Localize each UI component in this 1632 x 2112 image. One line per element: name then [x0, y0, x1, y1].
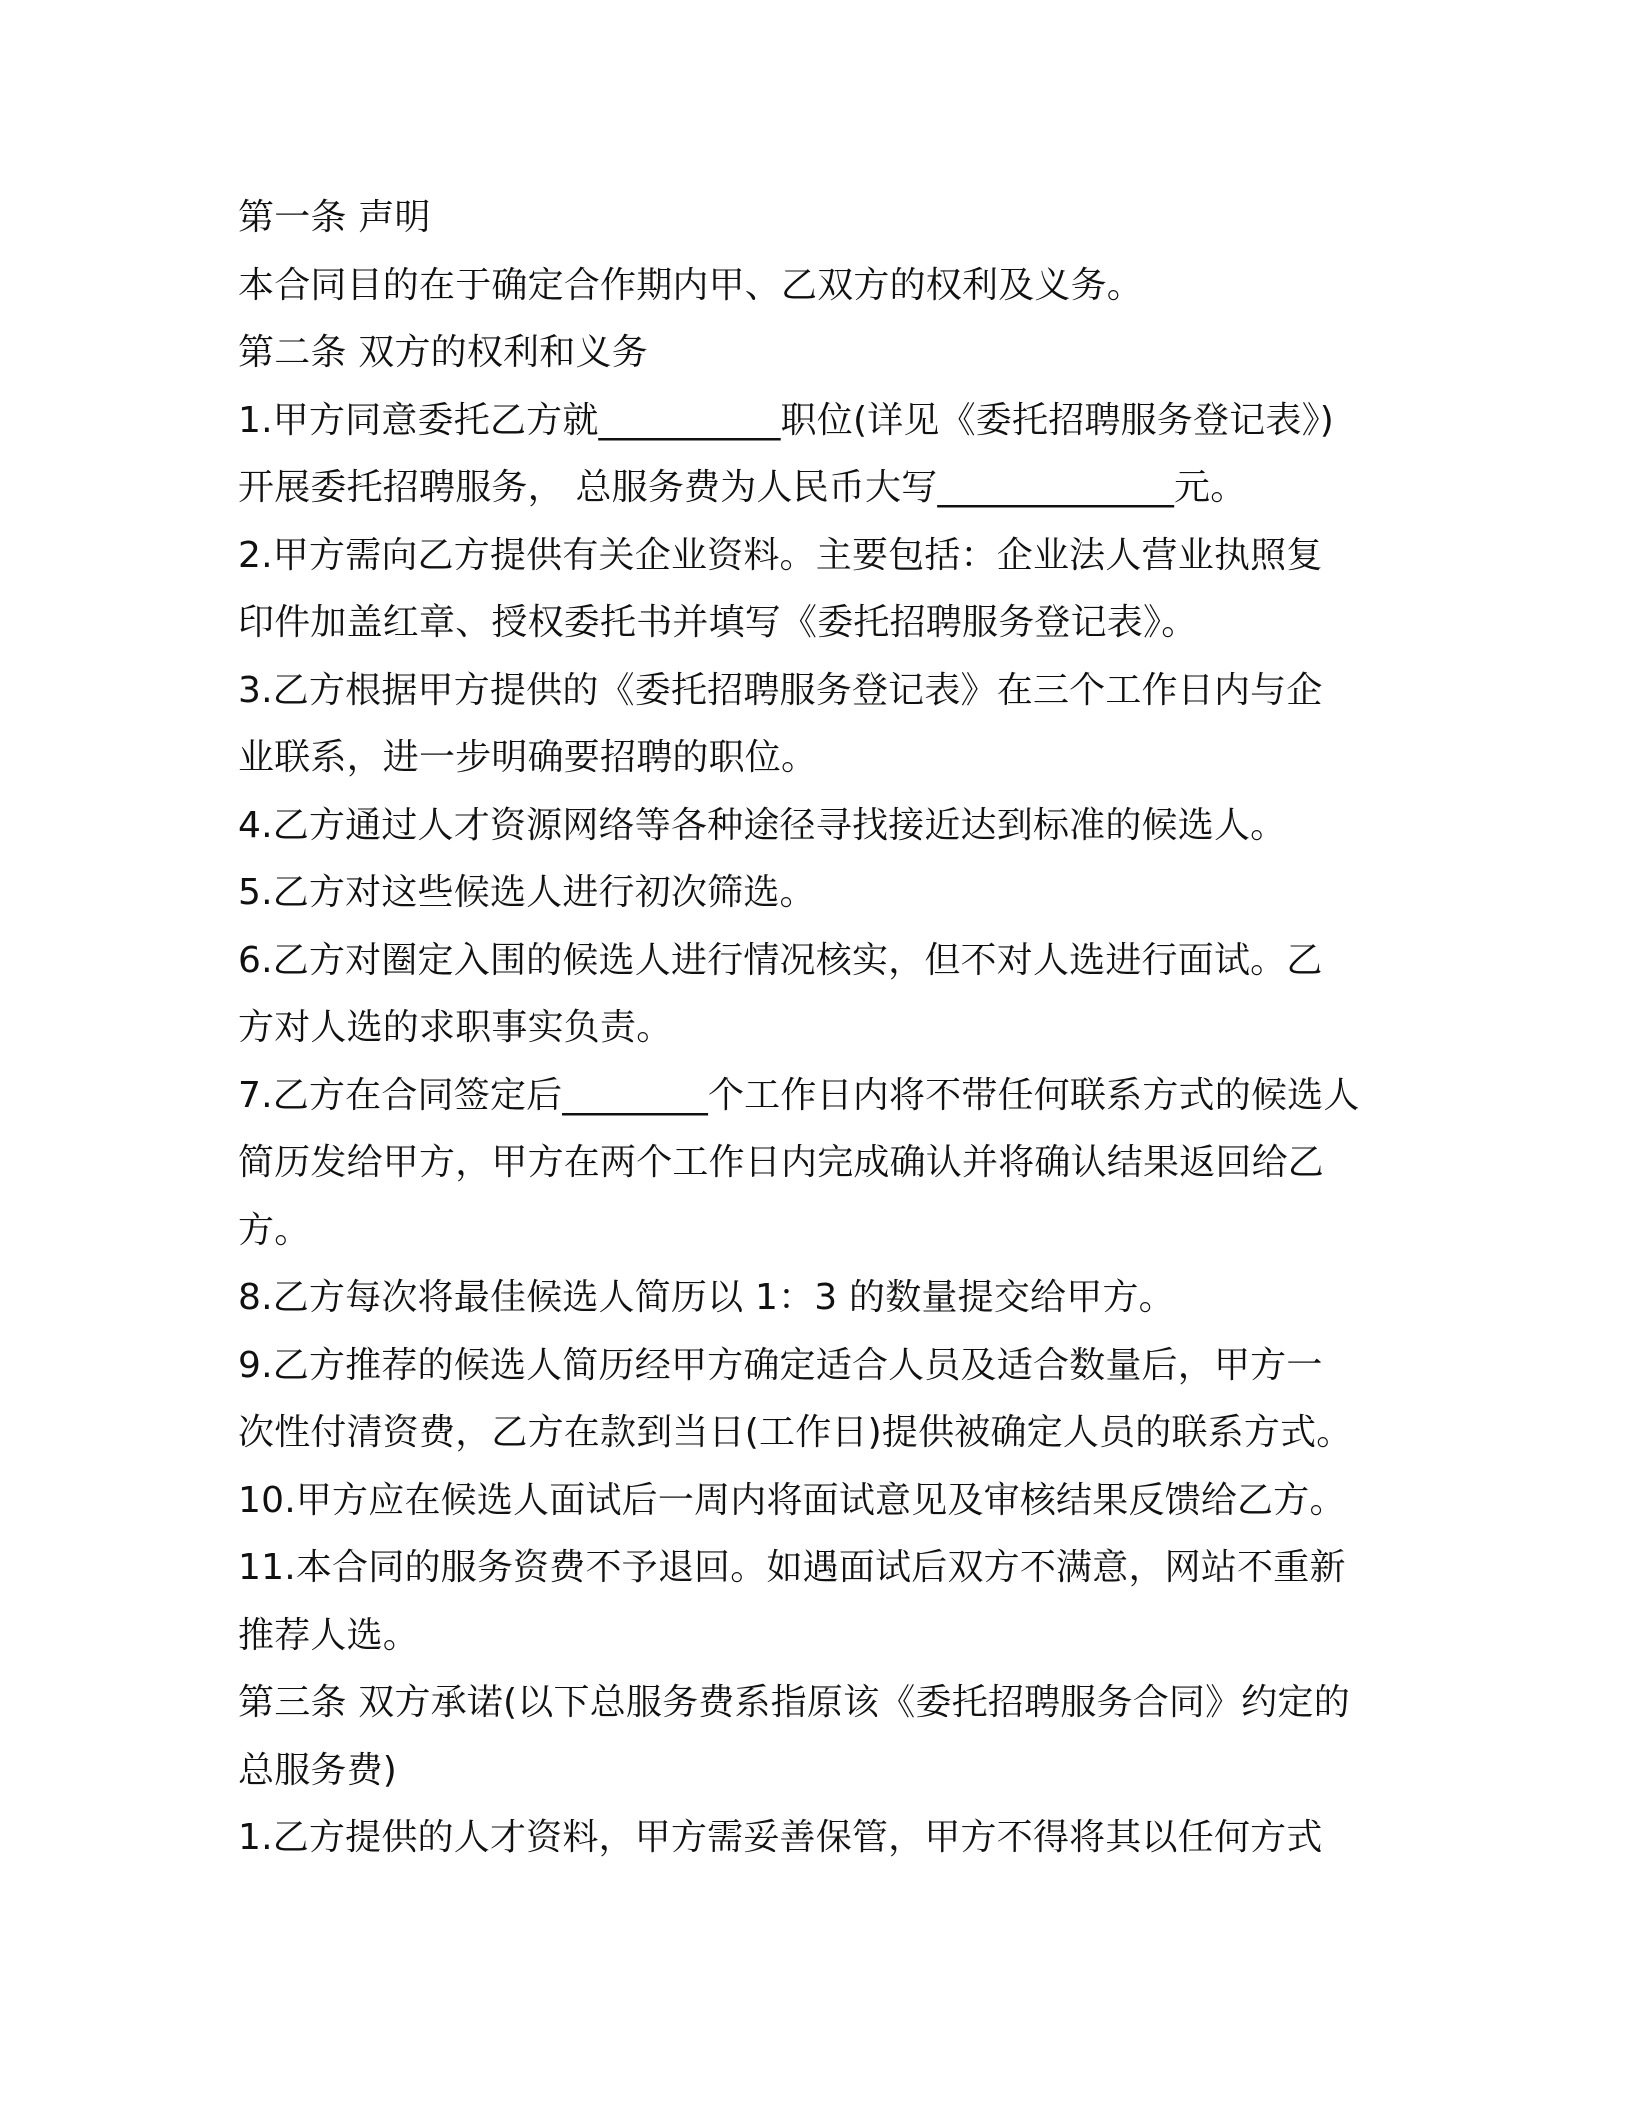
- clause-8: 8.乙方每次将最佳候选人简历以 1：3 的数量提交给甲方。: [238, 1277, 1175, 1318]
- clause-7-line-2: 简历发给甲方，甲方在两个工作日内完成确认并将确认结果返回给乙: [238, 1142, 1325, 1183]
- clause-9-line-1: 9.乙方推荐的候选人简历经甲方确定适合人员及适合数量后，甲方一: [238, 1344, 1323, 1386]
- clause-4: 4.乙方通过人才资源网络等各种途径寻找接近达到标准的候选人。: [238, 804, 1287, 846]
- clause-7-line-1: 7.乙方在合同签定后________个工作日内将不带任何联系方式的候选人: [238, 1074, 1360, 1116]
- clause-2-line-1: 2.甲方需向乙方提供有关企业资料。主要包括：企业法人营业执照复: [238, 534, 1323, 576]
- heading-article-3-line-1: 第三条 双方承诺(以下总服务费系指原该《委托招聘服务合同》约定的: [238, 1682, 1350, 1723]
- clause-5: 5.乙方对这些候选人进行初次筛选。: [238, 872, 816, 913]
- clause-6-line-2: 方对人选的求职事实负责。: [238, 1007, 673, 1048]
- heading-article-2: 第二条 双方的权利和义务: [238, 332, 648, 373]
- article-3-clause-1: 1.乙方提供的人才资料，甲方需妥善保管，甲方不得将其以任何方式: [238, 1817, 1323, 1858]
- heading-article-3-line-2: 总服务费): [238, 1749, 398, 1791]
- clause-1-line-2: 开展委托招聘服务， 总服务费为人民币大写_____________元。: [238, 467, 1247, 508]
- clause-11-line-2: 推荐人选。: [238, 1614, 420, 1656]
- heading-article-1: 第一条 声明: [238, 197, 431, 238]
- clause-10: 10.甲方应在候选人面试后一周内将面试意见及审核结果反馈给乙方。: [238, 1479, 1346, 1521]
- clause-6-line-1: 6.乙方对圈定入围的候选人进行情况核实，但不对人选进行面试。乙: [238, 939, 1323, 981]
- clause-1-line-1: 1.甲方同意委托乙方就__________职位(详见《委托招聘服务登记表》): [238, 399, 1335, 441]
- clause-11-line-1: 11.本合同的服务资费不予退回。如遇面试后双方不满意，网站不重新: [238, 1547, 1346, 1588]
- clause-2-line-2: 印件加盖红章、授权委托书并填写《委托招聘服务登记表》。: [238, 602, 1198, 643]
- document-body: [238, 184, 1398, 1872]
- clause-3-line-2: 业联系，进一步明确要招聘的职位。: [238, 737, 818, 778]
- clause-3-line-1: 3.乙方根据甲方提供的《委托招聘服务登记表》在三个工作日内与企: [238, 669, 1323, 711]
- text-line: 本合同目的在于确定合作期内甲、乙双方的权利及义务。: [238, 264, 1144, 306]
- clause-7-line-3: 方。: [238, 1209, 311, 1251]
- clause-9-line-2: 次性付清资费，乙方在款到当日(工作日)提供被确定人员的联系方式。: [238, 1412, 1353, 1453]
